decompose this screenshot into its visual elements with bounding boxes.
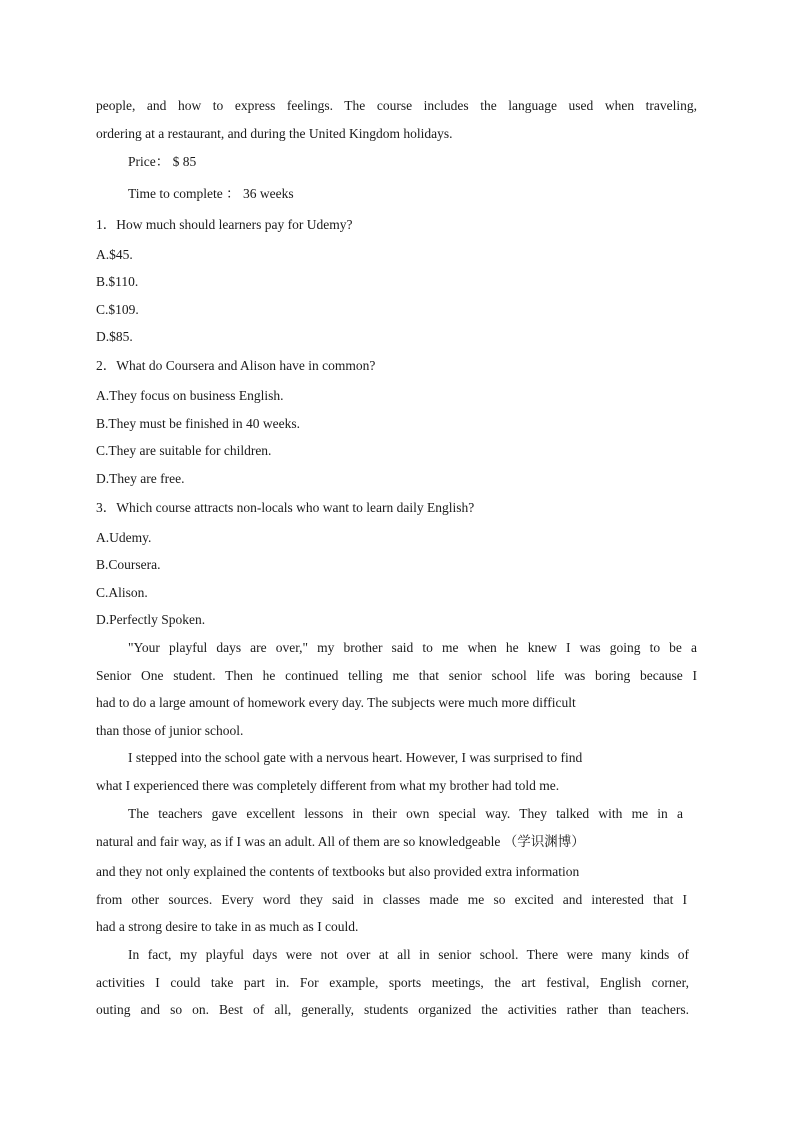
question-option: D.They are free. bbox=[96, 471, 185, 486]
passage-line: "Your playful days are over," my brother said to me when he knew I was going to be a bbox=[128, 640, 697, 655]
passage-line: The teachers gave excellent lessons in their own special way. They talked with me in a bbox=[128, 806, 683, 821]
question-option: C.$109. bbox=[96, 302, 139, 317]
question-stem: 3．Which course attracts non-locals who want to learn daily English? bbox=[96, 500, 475, 515]
question-option: A.They focus on business English. bbox=[96, 388, 284, 403]
passage-line: natural and fair way, as if I was an adult. All of them are so knowledgeable （学识渊博） bbox=[96, 834, 585, 849]
passage-line: activities I could take part in. For example, sports meetings, the art festival, English corner, bbox=[96, 975, 689, 990]
passage-line: In fact, my playful days were not over at all in senior school. There were many kinds of bbox=[128, 947, 689, 962]
passage-line: what I experienced there was completely different from what my brother had told me. bbox=[96, 778, 560, 793]
question-stem: 2．What do Coursera and Alison have in common? bbox=[96, 358, 376, 373]
question-option: A.Udemy. bbox=[96, 530, 152, 545]
course-time: Time to complete ： 36 weeks bbox=[128, 186, 294, 201]
question-option: B.They must be finished in 40 weeks. bbox=[96, 416, 300, 431]
question-option: D.$85. bbox=[96, 329, 133, 344]
intro-line: ordering at a restaurant, and during the United Kingdom holidays. bbox=[96, 126, 453, 141]
passage-line: I stepped into the school gate with a nervous heart. However, I was surprised to find bbox=[128, 750, 583, 765]
question-option: D.Perfectly Spoken. bbox=[96, 612, 206, 627]
passage-line: had a strong desire to take in as much as I could. bbox=[96, 919, 359, 934]
question-option: B.$110. bbox=[96, 274, 139, 289]
question-option: B.Coursera. bbox=[96, 557, 161, 572]
passage-line: and they not only explained the contents of textbooks but also provided extra information bbox=[96, 864, 580, 879]
passage-line: Senior One student. Then he continued telling me that senior school life was boring because I bbox=[96, 668, 697, 683]
course-price: Price： $ 85 bbox=[128, 154, 197, 169]
intro-line: people, and how to express feelings. The course includes the language used when traveling, bbox=[96, 98, 697, 113]
question-option: C.Alison. bbox=[96, 585, 148, 600]
question-stem: 1．How much should learners pay for Udemy? bbox=[96, 217, 353, 232]
passage-line: than those of junior school. bbox=[96, 723, 244, 738]
passage-line: from other sources. Every word they said in classes made me so excited and interested that I bbox=[96, 892, 687, 907]
passage-line: outing and so on. Best of all, generally, students organized the activities rather than teachers. bbox=[96, 1002, 689, 1017]
question-option: A.$45. bbox=[96, 247, 133, 262]
passage-line: had to do a large amount of homework every day. The subjects were much more difficult bbox=[96, 695, 576, 710]
question-option: C.They are suitable for children. bbox=[96, 443, 272, 458]
